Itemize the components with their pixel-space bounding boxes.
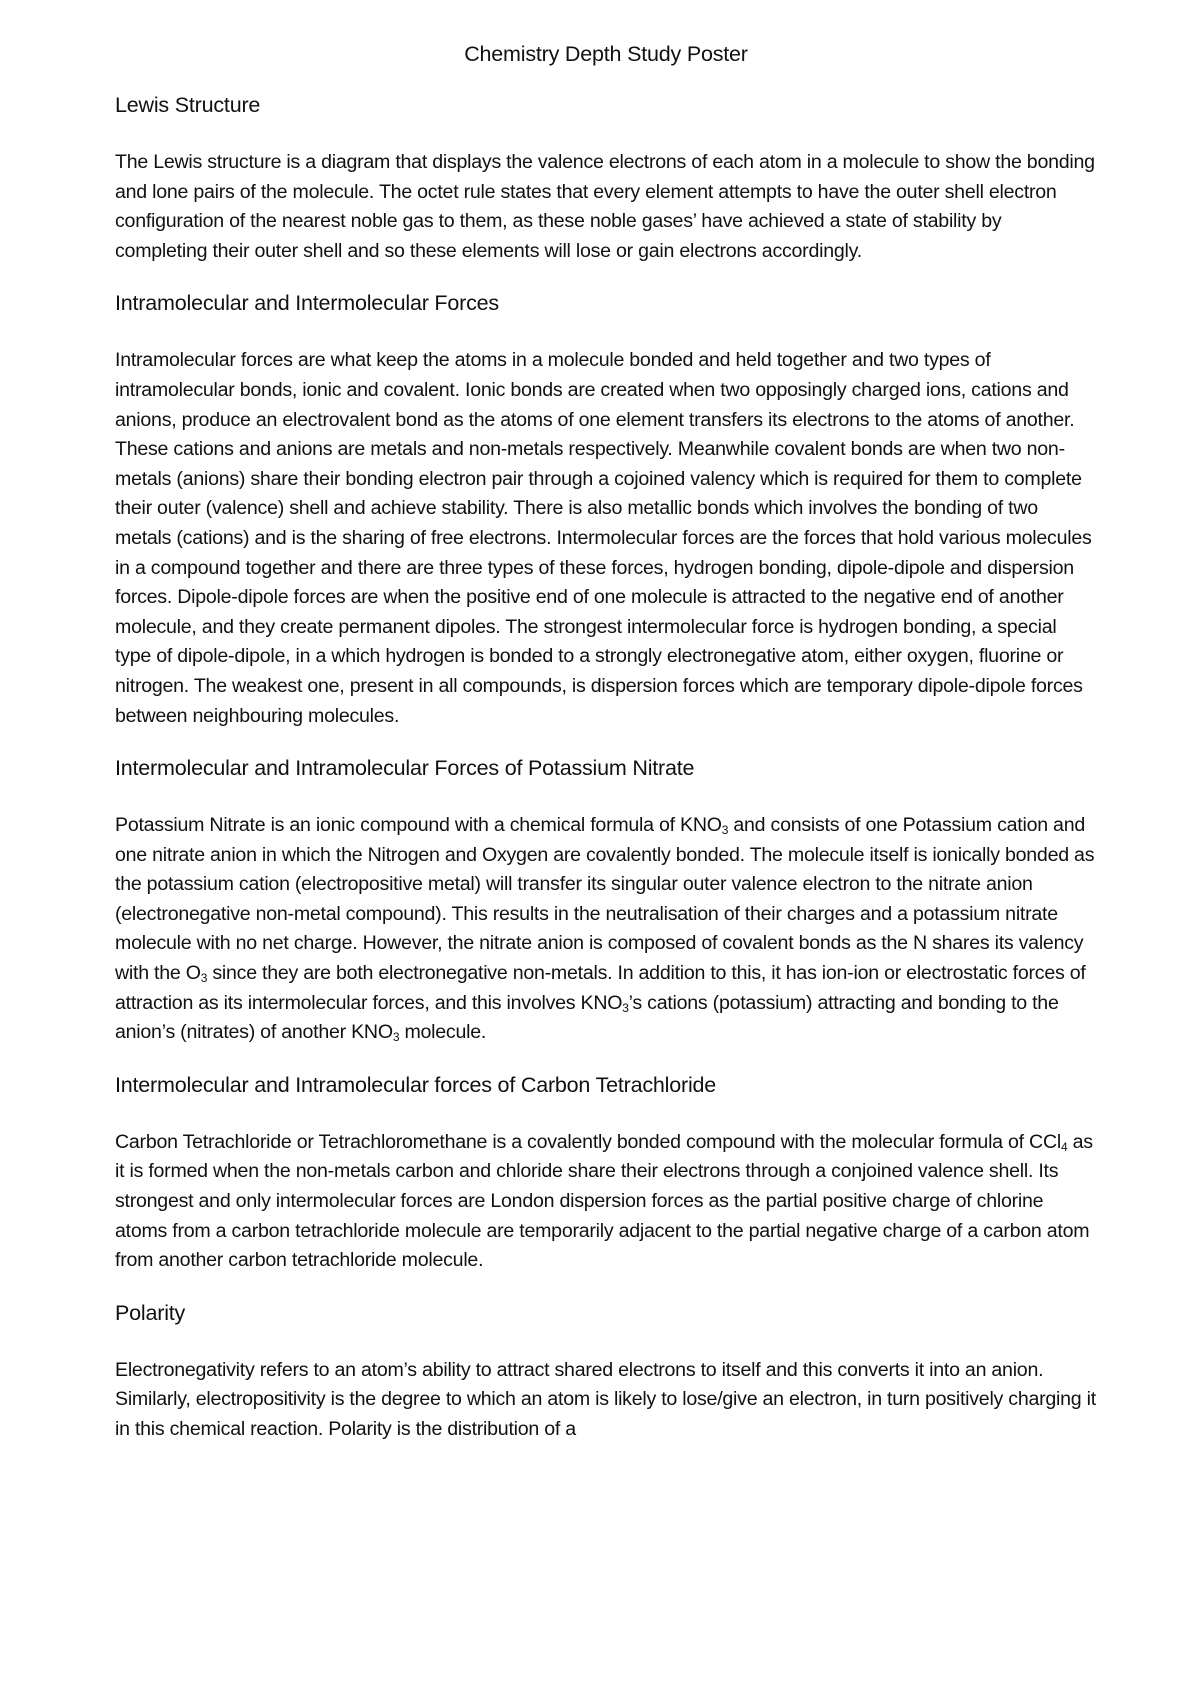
subscript: 3 [721, 823, 729, 838]
document-page [115, 36, 1097, 1445]
text-run: Potassium Nitrate is an ionic compound with a chemical formula of KNO [115, 814, 722, 837]
section-paragraph: Electronegativity refers to an atom’s ability to attract shared electrons to itself and this converts it into an anion. Similarly, electropositivity is the degree to which an atom is likely to lose/give an electron, in turn positively charging it in this chemical reaction. Polarity is the distribution of a [115, 1358, 1096, 1440]
section-paragraph [115, 811, 1097, 1048]
section-paragraph: Intramolecular forces are what keep the atoms in a molecule bonded and held together and two types of intramolecular bonds, ionic and covalent. Ionic bonds are created when two opposingly charged ions, cations and anions, produce an electrovalent bond as the atoms of one element transfers its electrons to the atoms of another. These cations and anions are metals and non-metals respectively. Meanwhile covalent bonds are when two non-metals (anions) share their bonding electron pair through a cojoined valency which is required for them to complete their outer (valence) shell and achieve stability. There is also metallic bonds which involves the bonding of two metals (cations) and is the sharing of free electrons. Intermolecular forces are the forces that hold various molecules in a compound together and there are three types of these forces, hydrogen bonding, dipole-dipole and dispersion forces. Dipole-dipole forces are when the positive end of one molecule is attracted to the negative end of another molecule, and they create permanent dipoles. The strongest intermolecular force is hydrogen bonding, a special type of dipole-dipole, in a which hydrogen is bonded to a strongly electronegative atom, either oxygen, fluorine or nitrogen. The weakest one, present in all compounds, is dispersion forces which are temporary dipole-dipole forces between neighbouring molecules. [115, 349, 1092, 727]
subscript: 3 [392, 1030, 400, 1045]
section-heading: Polarity [115, 1300, 186, 1325]
section-heading: Lewis Structure [115, 93, 261, 117]
text-run: since they are both electronegative non-metals. In addition to this, it has ion-ion or electrostatic forces of attraction as its intermolecular forces, and this involves KNO [115, 962, 1086, 1014]
page-title: Chemistry Depth Study Poster [464, 42, 748, 66]
text-run: and consists of one Potassium cation and one nitrate anion in which the Nitrogen and Oxygen are covalently bonded. The molecule itself is ionically bonded as the potassium cation (electropositive metal) will transfer its singular outer valence electron to the nitrate anion (electronegative non-metal compound). This results in the neutralisation of their charges and a potassium nitrate molecule with no net charge. However, the nitrate anion is composed of covalent bonds as the N shares its valency with the O [115, 814, 1095, 985]
section-lewis-structure [115, 90, 1097, 266]
text-run: molecule. [399, 1021, 487, 1044]
section-intra-inter-forces [115, 288, 1097, 731]
section-paragraph: The Lewis structure is a diagram that displays the valence electrons of each atom in a molecule to show the bonding and lone pairs of the molecule. The octet rule states that every element attempts to have the outer shell electron configuration of the nearest noble gas to them, as these noble gases’ have achieved a state of stability by completing their outer shell and so these elements will lose or gain electrons accordingly. [115, 151, 1095, 262]
text-run: as it is formed when the non-metals carbon and chloride share their electrons through a conjoined valence shell. Its strongest and only intermolecular forces are London dispersion forces as the partial positive charge of chlorine atoms from a carbon tetrachloride molecule are temporarily adjacent to the partial negative charge of a carbon atom from another carbon tetrachloride molecule. [115, 1130, 1093, 1272]
section-polarity [115, 1298, 1097, 1445]
section-potassium-nitrate [115, 753, 1097, 1048]
subscript: 3 [200, 971, 208, 986]
section-heading: Intermolecular and Intramolecular forces of Carbon Tetrachloride [115, 1072, 717, 1097]
section-heading: Intramolecular and Intermolecular Forces [115, 291, 499, 316]
section-carbon-tetrachloride [115, 1070, 1097, 1276]
subscript: 4 [1060, 1139, 1068, 1154]
section-heading: Intermolecular and Intramolecular Forces of Potassium Nitrate [115, 756, 695, 781]
subscript: 3 [622, 1000, 629, 1015]
text-run: ’s cations (potassium) attracting and bonding to the anion’s (nitrates) of another KNO [115, 991, 1059, 1044]
section-paragraph [115, 1128, 1097, 1276]
text-run: Carbon Tetrachloride or Tetrachloromethane is a covalently bonded compound with the molecular formula of CCl [115, 1130, 1061, 1153]
